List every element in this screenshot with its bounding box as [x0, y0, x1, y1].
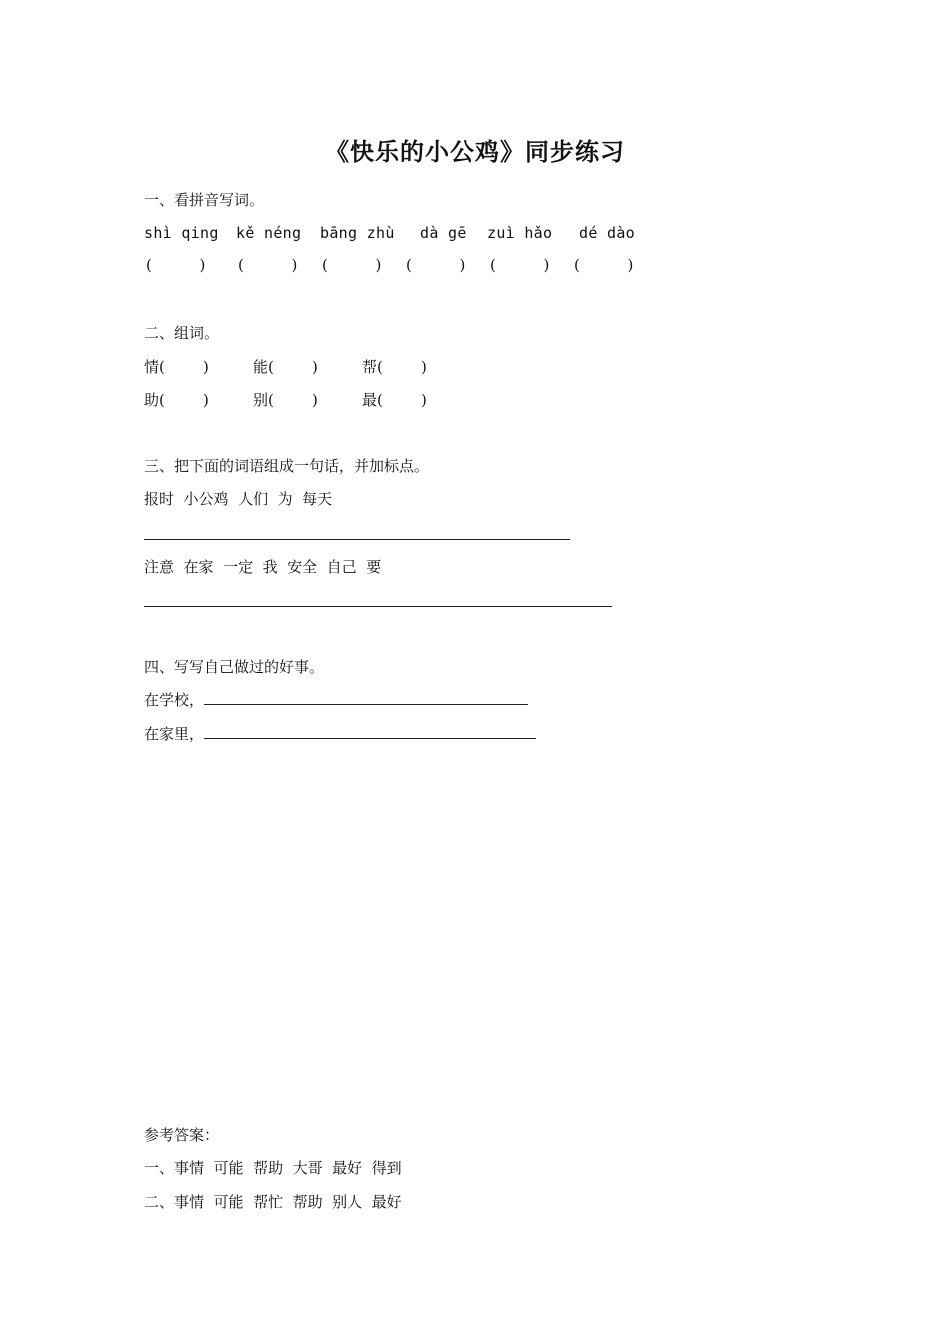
pinyin-item: dé dào [579, 224, 635, 242]
word-group-cell: 能( ) [253, 358, 318, 376]
word-group-cell: 别( ) [253, 391, 318, 409]
section3-heading: 三、把下面的词语组成一句话，并加标点。 [144, 457, 430, 475]
pinyin-item: zuì hǎo [487, 224, 553, 242]
section1-heading: 一、看拼音写词。 [144, 191, 265, 209]
answer-text: 一、事情 可能 帮助 大哥 最好 得到 [144, 1159, 402, 1177]
pinyin-row [0, 224, 950, 246]
answer-text: 二、事情 可能 帮忙 帮助 别人 最好 [144, 1193, 402, 1211]
section2-heading: 二、组词。 [144, 324, 220, 342]
blank-row [0, 256, 950, 278]
pinyin-item: bāng zhù [320, 224, 395, 242]
pinyin-item: kě néng [236, 224, 302, 242]
answer-line [144, 539, 570, 540]
pinyin-item: dà gē [420, 224, 467, 242]
answers-heading: 参考答案： [144, 1126, 220, 1144]
write-line-prefix: 在家里， [144, 725, 205, 743]
section4-heading: 四、写写自己做过的好事。 [144, 658, 325, 676]
fill-line [204, 724, 536, 739]
answer-line [144, 606, 612, 607]
page-title: 《快乐的小公鸡》同步练习 [325, 138, 625, 166]
fill-line [204, 690, 528, 705]
pinyin-item: shì qing [144, 224, 219, 242]
write-line [144, 724, 536, 744]
word-group-cell: 情( ) [144, 358, 209, 376]
blank-parens: ( ) [574, 256, 634, 274]
blank-parens: ( ) [238, 256, 298, 274]
sentence-words: 注意 在家 一定 我 安全 自己 要 [144, 558, 382, 576]
write-line [144, 690, 528, 710]
blank-parens: ( ) [146, 256, 206, 274]
sentence-words: 报时 小公鸡 人们 为 每天 [144, 490, 333, 508]
word-group-cell: 帮( ) [362, 358, 427, 376]
blank-parens: ( ) [322, 256, 382, 274]
write-line-prefix: 在学校， [144, 691, 205, 709]
word-group-cell: 最( ) [362, 391, 427, 409]
blank-parens: ( ) [406, 256, 466, 274]
blank-parens: ( ) [490, 256, 550, 274]
word-group-cell: 助( ) [144, 391, 209, 409]
